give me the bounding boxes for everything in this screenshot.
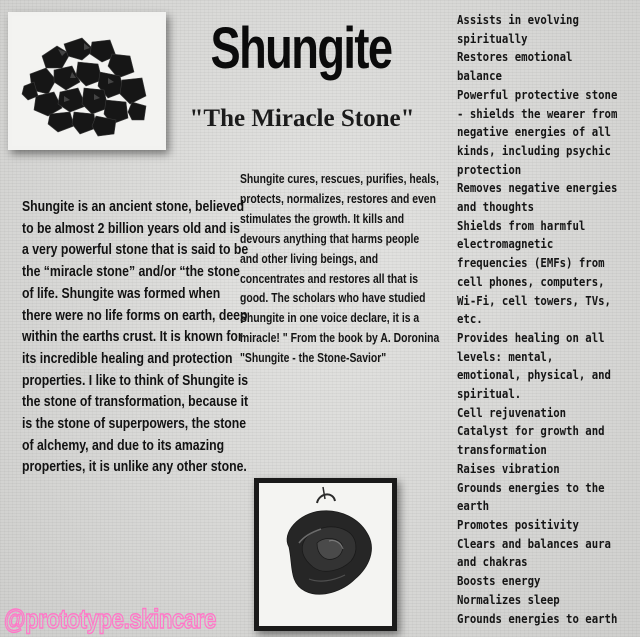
benefit-item: Shields from harmful electromagnetic frequencies (EMFs) from cell phones, computers, Wi-Fi, cell towers, TVs, etc. [457, 217, 611, 327]
benefit-item: Restores emotional balance [457, 49, 573, 84]
benefit-item: Promotes positivity [457, 516, 579, 532]
benefit-item: Grounds energies to the earth [457, 479, 605, 514]
benefit-item: Powerful protective stone - shields the wearer from negative energies of all kinds, including psychic protection [457, 86, 618, 177]
intro-paragraph: Shungite is an ancient stone, believed to be almost 2 billion years old and is a very powerful stone that is said to be the “miracle stone” and/or “the stone of life. Shungite was formed when there were no life forms on earth, deep within the earths crust. It is known for its incredible healing and protection properties. I like to think of Shungite is the stone of transformation, because it is the stone of superpowers, the stone of alchemy, and due to its amazing properties, it is unlike any other stone. [22, 199, 249, 476]
quote-paragraph: Shungite cures, rescues, purifies, heals, protects, normalizes, restores and even stimulates the growth. It kills and devours anything that harms people and other living beings, and concentrates and restores all that is good. The scholars who have studied Shungite in one voice declare, it is a miracle! " From the book by A. Doronina "Shungite - the Stone-Savior" [240, 171, 440, 366]
benefit-item: Raises vibration [457, 460, 560, 476]
shungite-raw-stones-icon [12, 16, 162, 146]
benefit-item: Cell rejuvenation [457, 404, 567, 420]
benefit-item: Removes negative energies and thoughts [457, 180, 618, 215]
pendant-photo [254, 478, 397, 631]
benefit-item: Grounds energies to earth [457, 610, 618, 626]
benefit-item: Boosts energy [457, 573, 541, 589]
shungite-pendant-icon [259, 483, 392, 626]
page-title: Shungite [210, 16, 392, 81]
page-subtitle: "The Miracle Stone" [189, 105, 415, 132]
benefit-item: Provides healing on all levels: mental, emotional, physical, and spiritual. [457, 329, 611, 402]
benefits-list [457, 11, 620, 628]
watermark-handle: @prototype.skincare [4, 604, 216, 634]
benefit-item: Normalizes sleep [457, 591, 560, 607]
benefit-item: Catalyst for growth and transformation [457, 423, 605, 458]
benefit-item: Assists in evolving spiritually [457, 12, 579, 46]
raw-stones-photo [8, 12, 166, 150]
benefit-item: Clears and balances aura and chakras [457, 535, 611, 570]
